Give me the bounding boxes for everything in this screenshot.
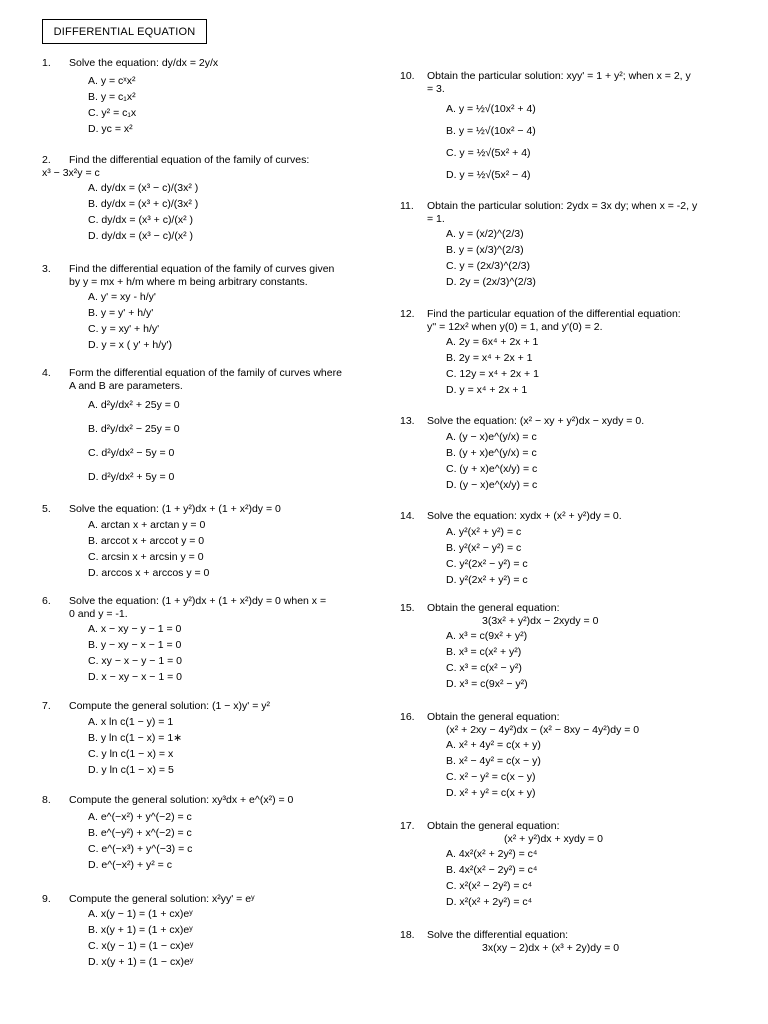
option-a[interactable]: A. y²(x² + y²) = c	[446, 526, 522, 538]
option-d[interactable]: D. (y − x)e^(x/y) = c	[446, 479, 538, 491]
option-a[interactable]: A. d²y/dx² + 25y = 0	[88, 399, 180, 411]
question-number: 5.	[42, 503, 51, 515]
question-number: 15.	[400, 602, 415, 614]
question-equation: 3x(xy − 2)dx + (x³ + 2y)dy = 0	[482, 942, 620, 954]
question-14	[400, 510, 740, 588]
option-d[interactable]: D. x³ = c(9x² − y²)	[446, 678, 528, 690]
question-13	[400, 415, 740, 493]
question-stem: Solve the equation: (1 + y²)dx + (1 + x²)dy = 0 when x =	[69, 595, 327, 607]
option-c[interactable]: C. arcsin x + arcsin y = 0	[88, 551, 204, 563]
option-d[interactable]: D. y ln c(1 − x) = 5	[88, 764, 174, 776]
option-a[interactable]: A. dy/dx = (x³ − c)/(3x² )	[88, 182, 199, 194]
option-a[interactable]: A. arctan x + arctan y = 0	[88, 519, 206, 531]
option-b[interactable]: B. arccot x + arccot y = 0	[88, 535, 205, 547]
question-16	[400, 711, 740, 801]
option-c[interactable]: C. xy − x − y − 1 = 0	[88, 655, 182, 667]
question-6	[42, 595, 372, 685]
option-c[interactable]: C. x² − y² = c(x − y)	[446, 771, 536, 783]
question-stem: Solve the equation: xydx + (x² + y²)dy = 0.	[427, 510, 622, 522]
option-b[interactable]: B. x² − 4y² = c(x − y)	[446, 755, 541, 767]
option-d[interactable]: D. x − xy − x − 1 = 0	[88, 671, 182, 683]
option-a[interactable]: A. x ln c(1 − y) = 1	[88, 716, 174, 728]
option-b[interactable]: B. y − xy − x − 1 = 0	[88, 639, 182, 651]
question-1	[42, 57, 372, 137]
option-a[interactable]: A. x³ = c(9x² + y²)	[446, 630, 528, 642]
question-number: 12.	[400, 308, 415, 320]
question-18	[400, 929, 740, 955]
question-stem-cont: A and B are parameters.	[69, 380, 183, 392]
question-15	[400, 602, 740, 692]
option-d[interactable]: D. e^(−x²) + y² = c	[88, 859, 172, 871]
option-b[interactable]: B. y = (x/3)^(2/3)	[446, 244, 524, 256]
option-a[interactable]: A. e^(−x²) + y^(−2) = c	[88, 811, 192, 823]
option-d[interactable]: D. y²(2x² + y²) = c	[446, 574, 528, 586]
question-stem: Solve the equation: (1 + y²)dx + (1 + x²)dy = 0	[69, 503, 281, 515]
option-b[interactable]: B. y = c₁x²	[88, 91, 136, 103]
option-d[interactable]: D. y = x⁴ + 2x + 1	[446, 384, 528, 396]
question-number: 16.	[400, 711, 415, 723]
option-b[interactable]: B. d²y/dx² − 25y = 0	[88, 423, 180, 435]
question-stem: Obtain the general equation:	[427, 602, 560, 614]
option-c[interactable]: C. y = ½√(5x² + 4)	[446, 147, 531, 159]
option-c[interactable]: C. x(y − 1) = (1 − cx)eʸ	[88, 940, 194, 952]
question-number: 1.	[42, 57, 51, 69]
option-c[interactable]: C. x³ = c(x² − y²)	[446, 662, 522, 674]
question-stem: Solve the differential equation:	[427, 929, 569, 941]
option-c[interactable]: C. y ln c(1 − x) = x	[88, 748, 174, 760]
question-stem: Obtain the particular solution: xyy' = 1 + y²; when x = 2, y	[427, 70, 691, 82]
question-stem-cont: x³ − 3x²y = c	[42, 167, 100, 179]
question-4	[42, 367, 372, 489]
question-equation: (x² + 2xy − 4y²)dx − (x² − 8xy − 4y²)dy = 0	[446, 724, 640, 736]
option-a[interactable]: A. x − xy − y − 1 = 0	[88, 623, 182, 635]
option-b[interactable]: B. 2y = x⁴ + 2x + 1	[446, 352, 533, 364]
question-stem: Find the differential equation of the family of curves:	[69, 154, 310, 166]
option-b[interactable]: B. y ln c(1 − x) = 1∗	[88, 732, 182, 744]
option-d[interactable]: D. y = ½√(5x² − 4)	[446, 169, 531, 181]
question-stem: Obtain the general equation:	[427, 820, 560, 832]
option-d[interactable]: D. d²y/dx² + 5y = 0	[88, 471, 175, 483]
question-stem: Find the particular equation of the differential equation:	[427, 308, 681, 320]
option-a[interactable]: A. y = ½√(10x² + 4)	[446, 103, 536, 115]
option-d[interactable]: D. x²(x² + 2y²) = c⁴	[446, 896, 533, 908]
page-title: DIFFERENTIAL EQUATION	[53, 25, 196, 38]
question-10	[400, 70, 740, 186]
question-3	[42, 263, 372, 353]
question-number: 2.	[42, 154, 51, 166]
question-number: 11.	[400, 200, 414, 212]
option-c[interactable]: C. 12y = x⁴ + 2x + 1	[446, 368, 539, 380]
option-a[interactable]: A. y = cˣx²	[88, 75, 136, 87]
option-b[interactable]: B. 4x²(x² − 2y²) = c⁴	[446, 864, 538, 876]
option-b[interactable]: B. dy/dx = (x³ + c)/(3x² )	[88, 198, 199, 210]
question-number: 14.	[400, 510, 415, 522]
question-stem: Obtain the general equation:	[427, 711, 560, 723]
question-equation: (x² + y²)dx + xydy = 0	[504, 833, 603, 845]
option-a[interactable]: A. 4x²(x² + 2y²) = c⁴	[446, 848, 538, 860]
question-7	[42, 700, 372, 778]
option-b[interactable]: B. (y + x)e^(y/x) = c	[446, 447, 537, 459]
question-5	[42, 503, 372, 581]
option-b[interactable]: B. x(y + 1) = (1 + cx)eʸ	[88, 924, 193, 936]
question-stem: Compute the general solution: xy³dx + e^(x²) = 0	[69, 794, 294, 806]
option-b[interactable]: B. e^(−y²) + x^(−2) = c	[88, 827, 192, 839]
option-c[interactable]: C. d²y/dx² − 5y = 0	[88, 447, 175, 459]
option-c[interactable]: C. y²(2x² − y²) = c	[446, 558, 528, 570]
question-stem-cont: 0 and y = -1.	[69, 608, 128, 620]
option-c[interactable]: C. e^(−x³) + y^(−3) = c	[88, 843, 193, 855]
question-8	[42, 794, 372, 873]
question-stem: Obtain the particular solution: 2ydx = 3x dy; when x = -2, y	[427, 200, 698, 212]
question-number: 9.	[42, 893, 51, 905]
question-number: 10.	[400, 70, 415, 82]
question-12	[400, 308, 740, 398]
question-stem-cont: by y = mx + h/m where m being arbitrary constants.	[69, 276, 308, 288]
question-stem-cont: = 3.	[427, 83, 445, 95]
question-number: 8.	[42, 794, 51, 806]
question-stem: Form the differential equation of the family of curves where	[69, 367, 342, 379]
option-d[interactable]: D. x(y + 1) = (1 − cx)eʸ	[88, 956, 194, 968]
option-c[interactable]: C. (y + x)e^(x/y) = c	[446, 463, 538, 475]
option-c[interactable]: C. x²(x² − 2y²) = c⁴	[446, 880, 533, 892]
option-b[interactable]: B. x³ = c(x² + y²)	[446, 646, 522, 658]
question-17	[400, 820, 740, 910]
option-a[interactable]: A. y = (x/2)^(2/3)	[446, 228, 524, 240]
option-d[interactable]: D. dy/dx = (x³ − c)/(x² )	[88, 230, 194, 242]
question-number: 3.	[42, 263, 51, 275]
option-c[interactable]: C. y² = c₁x	[88, 107, 137, 119]
option-b[interactable]: B. y²(x² − y²) = c	[446, 542, 522, 554]
option-a[interactable]: A. x² + 4y² = c(x + y)	[446, 739, 541, 751]
question-number: 4.	[42, 367, 51, 379]
question-9	[42, 893, 372, 970]
option-d[interactable]: D. x² + y² = c(x + y)	[446, 787, 536, 799]
question-equation: 3(3x² + y²)dx − 2xydy = 0	[482, 615, 599, 627]
option-d[interactable]: D. yc = x²	[88, 123, 133, 135]
option-c[interactable]: C. y = (2x/3)^(2/3)	[446, 260, 530, 272]
option-a[interactable]: A. y' = xy - h/y'	[88, 291, 156, 303]
option-b[interactable]: B. y = y' + h/y'	[88, 307, 154, 319]
question-stem: Compute the general solution: x²yy' = eʸ	[69, 893, 255, 905]
question-number: 17.	[400, 820, 415, 832]
question-number: 18.	[400, 929, 415, 941]
question-stem-cont: y'' = 12x² when y(0) = 1, and y'(0) = 2.	[427, 321, 603, 333]
question-number: 7.	[42, 700, 51, 712]
option-c[interactable]: C. y = xy' + h/y'	[88, 323, 160, 335]
question-stem: Find the differential equation of the family of curves given	[69, 263, 335, 275]
question-stem: Compute the general solution: (1 − x)y' = y²	[69, 700, 271, 712]
option-d[interactable]: D. 2y = (2x/3)^(2/3)	[446, 276, 536, 288]
question-number: 13.	[400, 415, 415, 427]
question-stem: Solve the equation: (x² − xy + y²)dx − xydy = 0.	[427, 415, 645, 427]
option-b[interactable]: B. y = ½√(10x² − 4)	[446, 125, 536, 137]
option-d[interactable]: D. y = x ( y' + h/y')	[88, 339, 172, 351]
question-number: 6.	[42, 595, 51, 607]
option-a[interactable]: A. 2y = 6x⁴ + 2x + 1	[446, 336, 539, 348]
question-stem-cont: = 1.	[427, 213, 445, 225]
question-11	[400, 200, 740, 290]
option-d[interactable]: D. arccos x + arccos y = 0	[88, 567, 210, 579]
option-a[interactable]: A. (y − x)e^(y/x) = c	[446, 431, 537, 443]
question-stem: Solve the equation: dy/dx = 2y/x	[69, 57, 219, 69]
option-c[interactable]: C. dy/dx = (x³ + c)/(x² )	[88, 214, 194, 226]
page-title-box	[42, 19, 207, 44]
option-a[interactable]: A. x(y − 1) = (1 + cx)eʸ	[88, 908, 193, 920]
question-2	[42, 154, 372, 244]
